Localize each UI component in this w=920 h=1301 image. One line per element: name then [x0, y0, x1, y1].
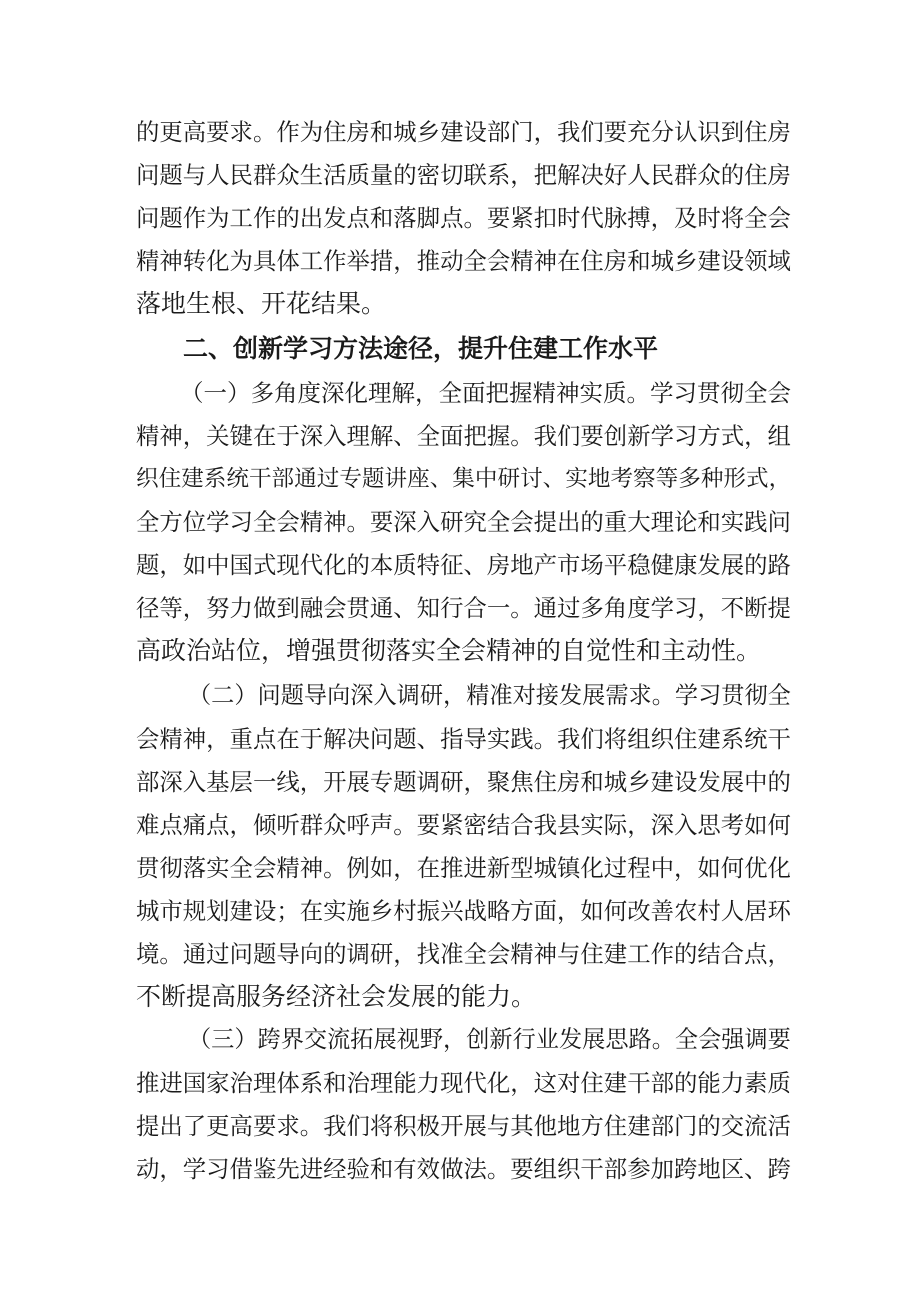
para3-line-6: 城市规划建设；在实施乡村振兴战略方面，如何改善农村人居环: [136, 897, 791, 925]
para3-line-8: 不断提高服务经济社会发展的能力。: [136, 982, 537, 1011]
para3-line-7: 境。通过问题导向的调研，找准全会精神与住建工作的结合点，: [136, 940, 791, 968]
para2-line-7: 高政治站位，增强贯彻落实全会精神的自觉性和主动性。: [136, 636, 762, 665]
para4-line-4: 动，学习借鉴先进经验和有效做法。要组织干部参加跨地区、跨: [136, 1155, 791, 1183]
para3-line-1: （二）问题导向深入调研，精准对接发展需求。学习贯彻全: [188, 682, 791, 709]
para4-line-3: 提出了更高要求。我们将积极开展与其他地方住建部门的交流活: [136, 1112, 791, 1140]
para1-line-4: 精神转化为具体工作举措，推动全会精神在住房和城乡建设领域: [136, 247, 791, 275]
para1-line-2: 问题与人民群众生活质量的密切联系，把解决好人民群众的住房: [136, 161, 791, 189]
para2-line-2: 精神，关键在于深入理解、全面把握。我们要创新学习方式，组: [136, 422, 791, 450]
para4-line-1: （三）跨界交流拓展视野，创新行业发展思路。全会强调要: [188, 1026, 791, 1053]
para3-line-2: 会精神，重点在于解决问题、指导实践。我们将组织住建系统干: [136, 725, 791, 753]
para2-line-6: 径等，努力做到融会贯通、知行合一。通过多角度学习，不断提: [136, 594, 791, 622]
section-heading: 二、创新学习方法途径，提升住建工作水平: [183, 334, 659, 363]
para3-line-3: 部深入基层一线，开展专题调研，聚焦住房和城乡建设发展中的: [136, 768, 791, 796]
para2-line-5: 题，如中国式现代化的本质特征、房地产市场平稳健康发展的路: [136, 551, 791, 579]
para1-line-5: 落地生根、开花结果。: [136, 289, 387, 318]
para3-line-4: 难点痛点，倾听群众呼声。要紧密结合我县实际，深入思考如何: [136, 811, 791, 839]
para2-line-3: 织住建系统干部通过专题讲座、集中研讨、实地考察等多种形式，: [136, 466, 792, 492]
para2-line-1: （一）多角度深化理解，全面把握精神实质。学习贯彻全会: [180, 379, 791, 407]
para3-line-5: 贯彻落实全会精神。例如，在推进新型城镇化过程中，如何优化: [136, 854, 791, 882]
para1-line-1: 的更高要求。作为住房和城乡建设部门，我们要充分认识到住房: [136, 118, 791, 146]
para4-line-2: 推进国家治理体系和治理能力现代化，这对住建干部的能力素质: [136, 1069, 791, 1097]
para2-line-4: 全方位学习全会精神。要深入研究全会提出的重大理论和实践问: [136, 508, 791, 536]
para1-line-3: 问题作为工作的出发点和落脚点。要紧扣时代脉搏，及时将全会: [136, 204, 791, 232]
